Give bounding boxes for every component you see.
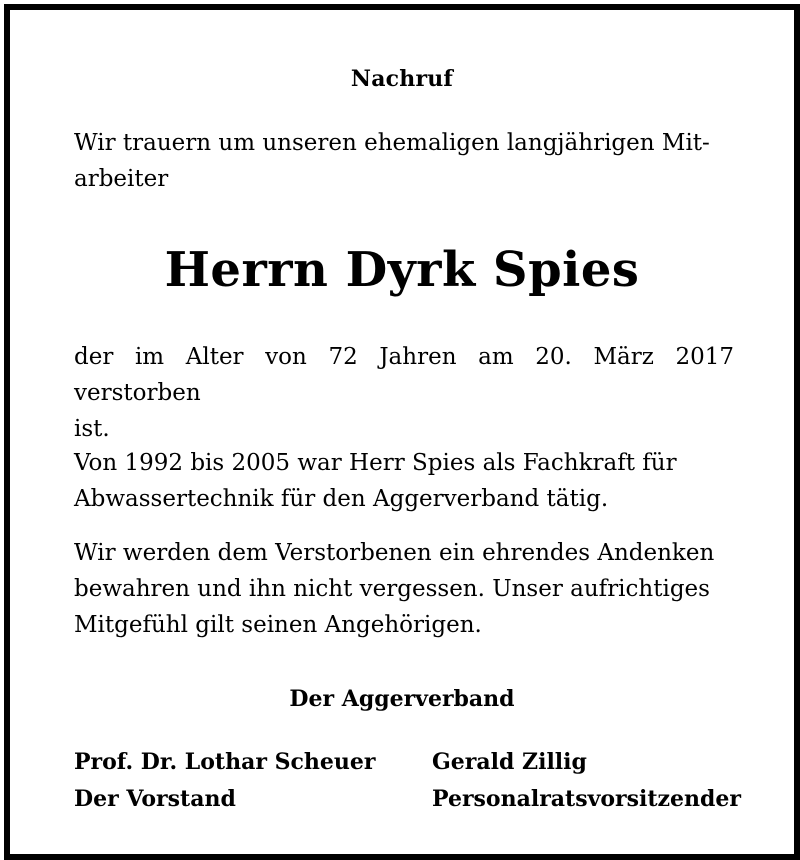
intro-line-1: Wir trauern um unseren ehemaligen langjährigen Mit-: [74, 130, 710, 156]
signatory-right: [432, 744, 741, 818]
notice-heading: Nachruf: [350, 66, 454, 92]
career-line-1: Von 1992 bis 2005 war Herr Spies als Fachkraft für: [74, 450, 677, 476]
memory-paragraph: [74, 535, 734, 643]
signatory-role: Personalratsvorsitzender: [432, 786, 742, 812]
signatory-name: Gerald Zillig: [432, 749, 587, 775]
deceased-name: Herrn Dyrk Spies: [164, 242, 640, 298]
memory-line-2: bewahren und ihn nicht vergessen. Unser aufrichtiges: [74, 576, 710, 602]
signatory-role: Der Vorstand: [74, 786, 236, 812]
memory-line-1: Wir werden dem Verstorbenen ein ehrendes Andenken: [74, 540, 715, 566]
age-line-1: der im Alter von 72 Jahren am 20. März 2017 verstorben: [74, 344, 734, 406]
age-paragraph: [74, 339, 734, 447]
obituary-notice: [4, 4, 800, 860]
intro-paragraph: [74, 125, 734, 197]
signatory-name: Prof. Dr. Lothar Scheuer: [74, 749, 376, 775]
age-line-2: ist.: [74, 416, 110, 442]
organization-name: Der Aggerverband: [289, 686, 515, 712]
signatory-left: [74, 744, 375, 818]
career-line-2: Abwassertechnik für den Aggerverband tätig.: [74, 486, 609, 512]
memory-line-3: Mitgefühl gilt seinen Angehörigen.: [74, 612, 482, 638]
career-paragraph: [74, 445, 734, 517]
intro-line-2: arbeiter: [74, 166, 169, 192]
